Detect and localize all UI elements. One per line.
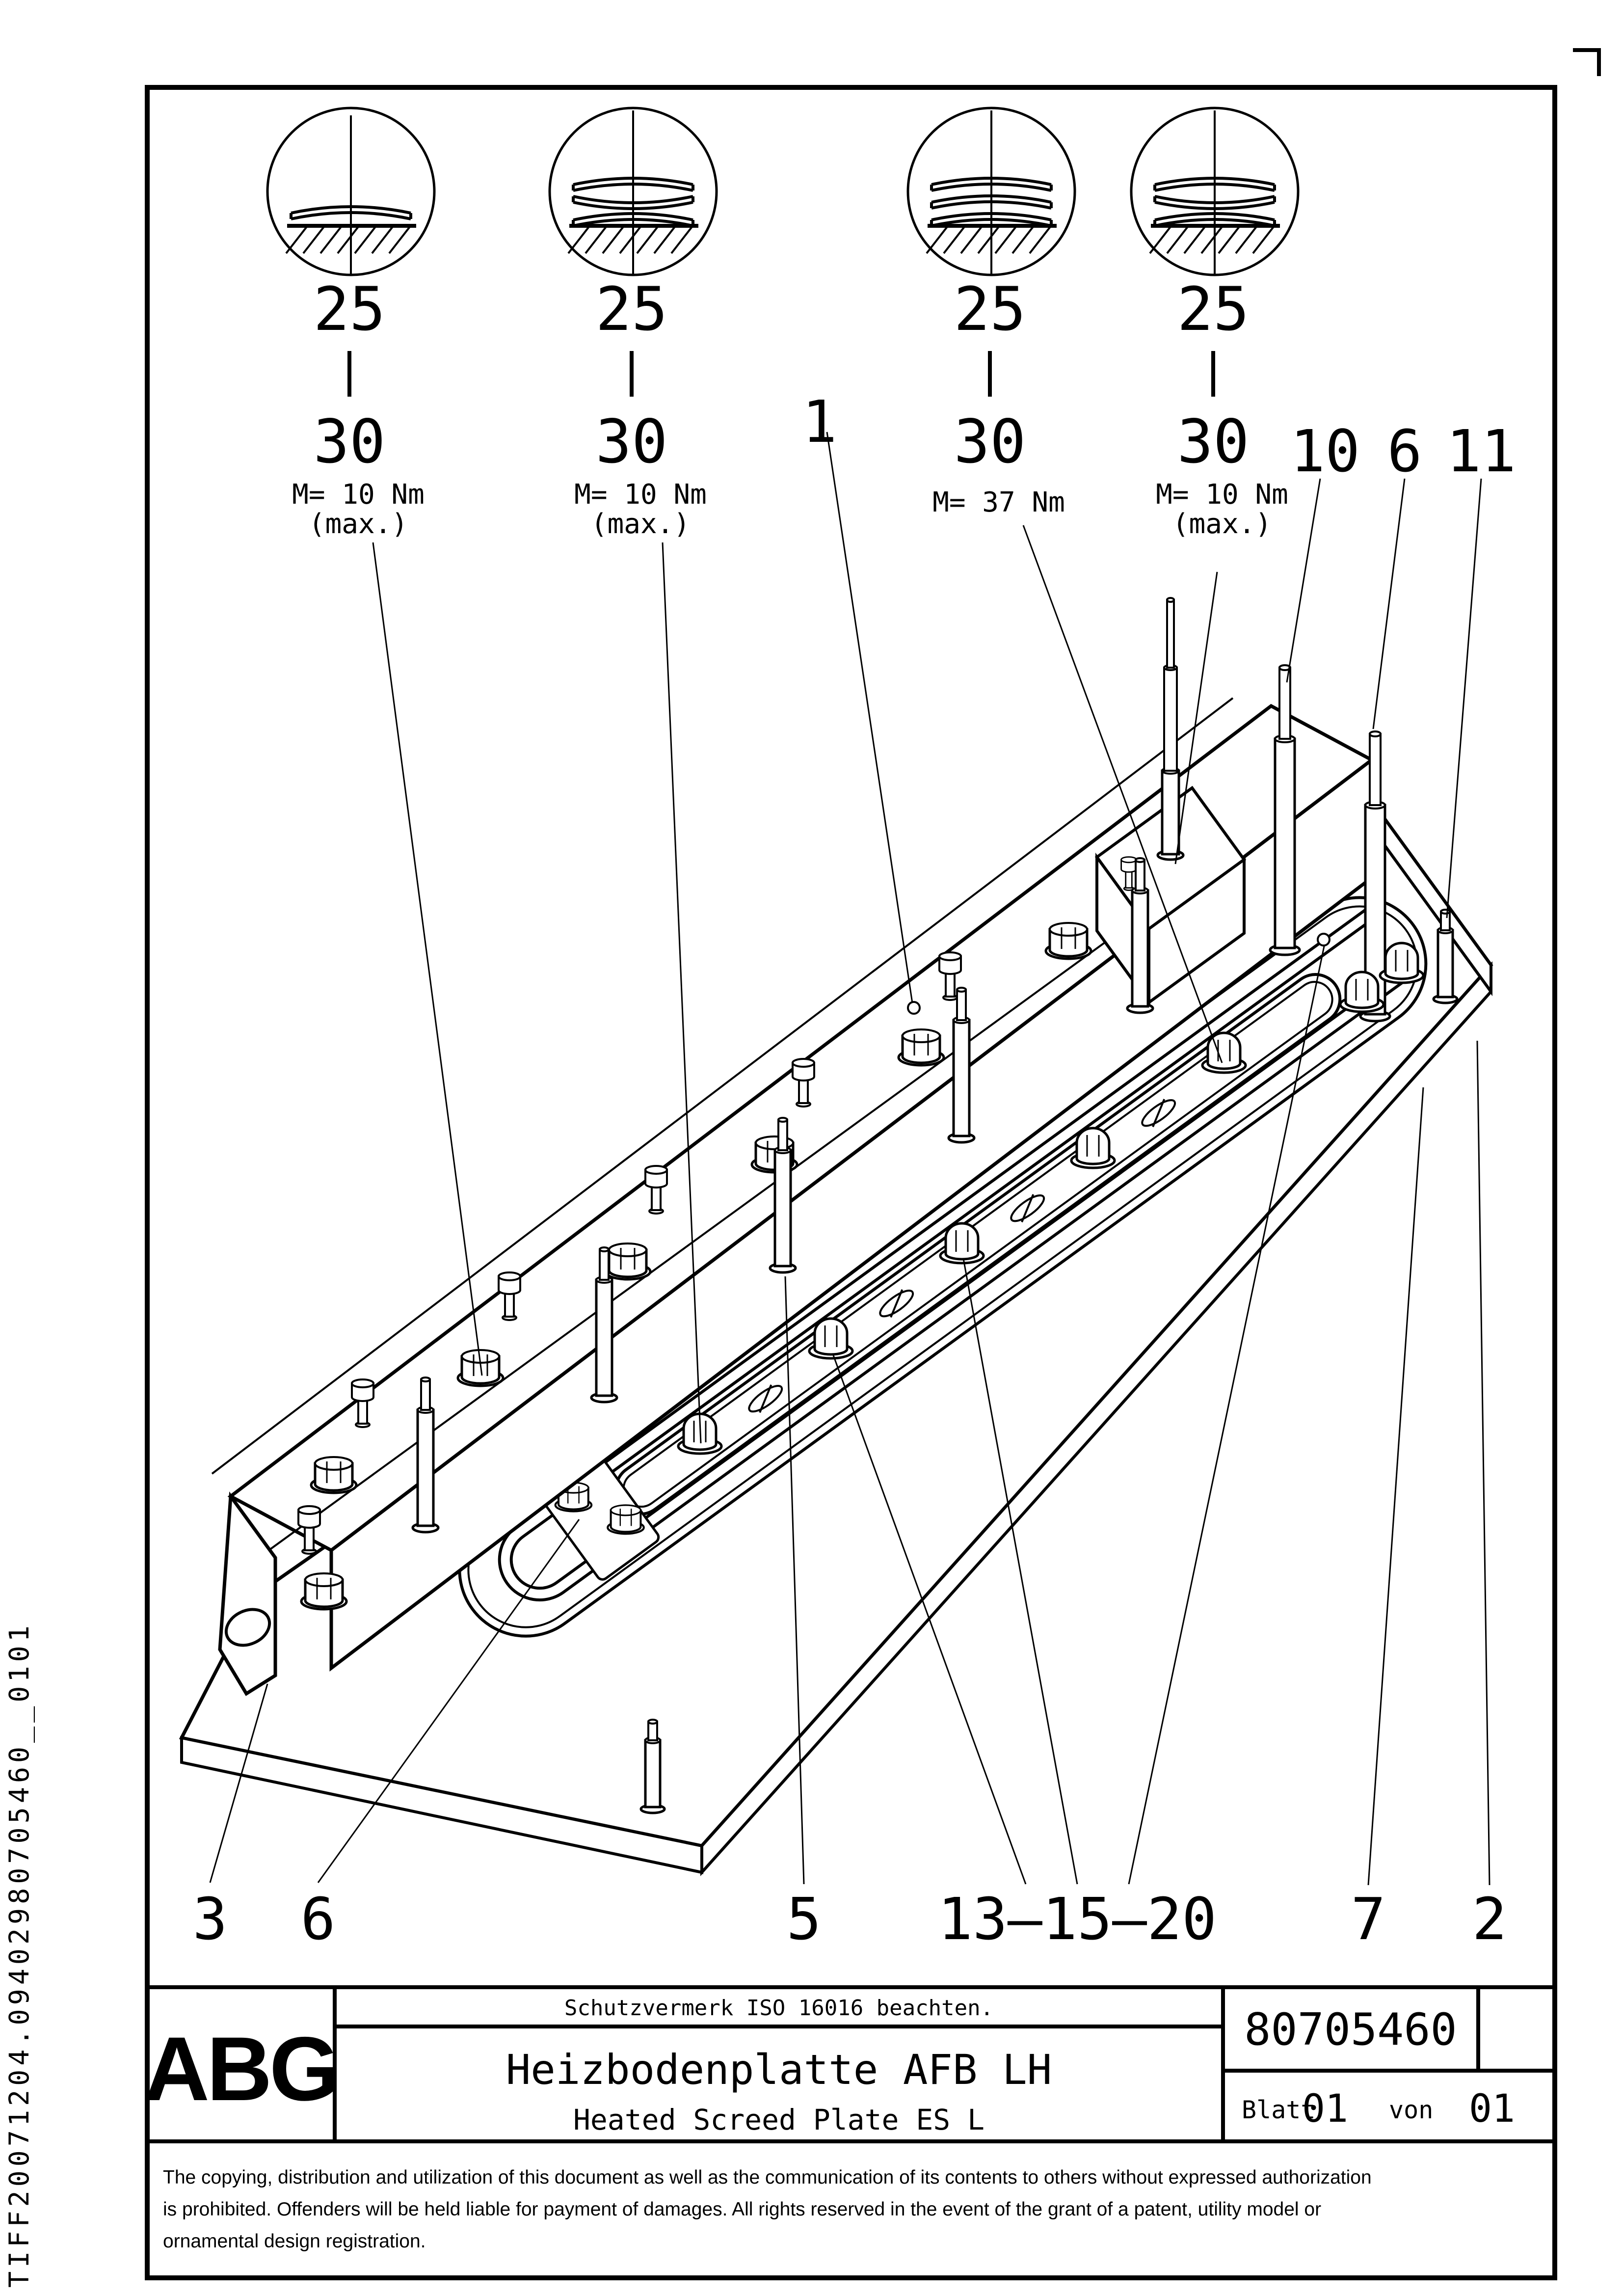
drawing-title-de: Heizbodenplatte AFB LH bbox=[506, 2046, 1052, 2094]
hatch-ground bbox=[286, 227, 410, 253]
sidebar-file-id: TIFF20071204.09402980705460__0101 bbox=[3, 1621, 35, 2288]
corner-registration-mark bbox=[1573, 50, 1599, 76]
torque-value: M= 10 Nm bbox=[1156, 479, 1288, 511]
torque-detail-1 bbox=[267, 108, 434, 540]
drawing-title-en: Heated Screed Plate ES L bbox=[573, 2103, 985, 2136]
hatch-ground bbox=[568, 227, 692, 253]
document-number: 80705460 bbox=[1244, 2004, 1457, 2055]
sheet-number: 01 bbox=[1302, 2087, 1348, 2131]
torque-detail-4 bbox=[1131, 108, 1298, 540]
lower-part-number: 30 bbox=[313, 407, 386, 477]
torque-note: (max.) bbox=[308, 508, 408, 540]
hex-nut bbox=[605, 1243, 650, 1279]
legal-line-1: The copying, distribution and utilization of this document as well as the communication of its contents to others without expressed authorization bbox=[163, 2167, 1372, 2188]
leader-dot bbox=[1318, 934, 1330, 945]
legal-notice bbox=[163, 2167, 1372, 2252]
upper-part-number: 25 bbox=[1177, 274, 1250, 344]
title-block bbox=[144, 1987, 1555, 2141]
abg-logo: ABG bbox=[144, 2019, 337, 2120]
part-label-13-15-20: 13–15–20 bbox=[937, 1885, 1217, 1953]
lower-part-number: 30 bbox=[954, 407, 1026, 477]
hex-nut bbox=[301, 1573, 346, 1609]
part-label-6-bottom: 6 bbox=[300, 1885, 336, 1953]
torque-detail-3 bbox=[908, 108, 1075, 518]
part-label-6-top: 6 bbox=[1387, 417, 1422, 485]
part-label-3: 3 bbox=[192, 1885, 228, 1953]
torque-detail-2 bbox=[550, 108, 717, 540]
torque-value: M= 10 Nm bbox=[574, 479, 707, 511]
torque-note: (max.) bbox=[590, 508, 691, 540]
of-total: 01 bbox=[1469, 2087, 1515, 2131]
lower-part-number: 30 bbox=[595, 407, 668, 477]
part-label-1: 1 bbox=[802, 388, 837, 456]
part-label-7: 7 bbox=[1351, 1885, 1386, 1953]
part-label-10: 10 bbox=[1290, 417, 1360, 485]
protection-note: Schutzvermerk ISO 16016 beachten. bbox=[564, 1996, 994, 2021]
sheet-label: Blatt bbox=[1242, 2096, 1316, 2124]
upper-part-number: 25 bbox=[595, 274, 668, 344]
part-label-5: 5 bbox=[786, 1885, 822, 1953]
upper-part-number: 25 bbox=[954, 274, 1026, 344]
part-label-2: 2 bbox=[1472, 1885, 1507, 1953]
part-label-11: 11 bbox=[1446, 417, 1517, 485]
clamp-nut bbox=[608, 1505, 644, 1534]
heated-screed-plate-assembly bbox=[182, 598, 1491, 1872]
hex-nut bbox=[311, 1457, 356, 1493]
torque-value: M= 37 Nm bbox=[932, 486, 1065, 518]
upper-part-number: 25 bbox=[313, 274, 386, 344]
lower-part-number: 30 bbox=[1177, 407, 1250, 477]
legal-line-2: is prohibited. Offenders will be held liable for payment of damages. All rights reserved in the event of the grant of a patent, utility model or bbox=[163, 2199, 1322, 2220]
of-label: von bbox=[1389, 2096, 1434, 2124]
hex-nut bbox=[1046, 923, 1091, 959]
legal-line-3: ornamental design registration. bbox=[163, 2231, 426, 2252]
leader-dot bbox=[908, 1002, 920, 1014]
hex-nut bbox=[899, 1029, 944, 1065]
terminal-stud bbox=[1158, 598, 1183, 860]
torque-value: M= 10 Nm bbox=[292, 479, 425, 511]
hatch-ground bbox=[927, 227, 1050, 253]
hatch-ground bbox=[1150, 227, 1274, 253]
torque-note: (max.) bbox=[1172, 508, 1272, 540]
